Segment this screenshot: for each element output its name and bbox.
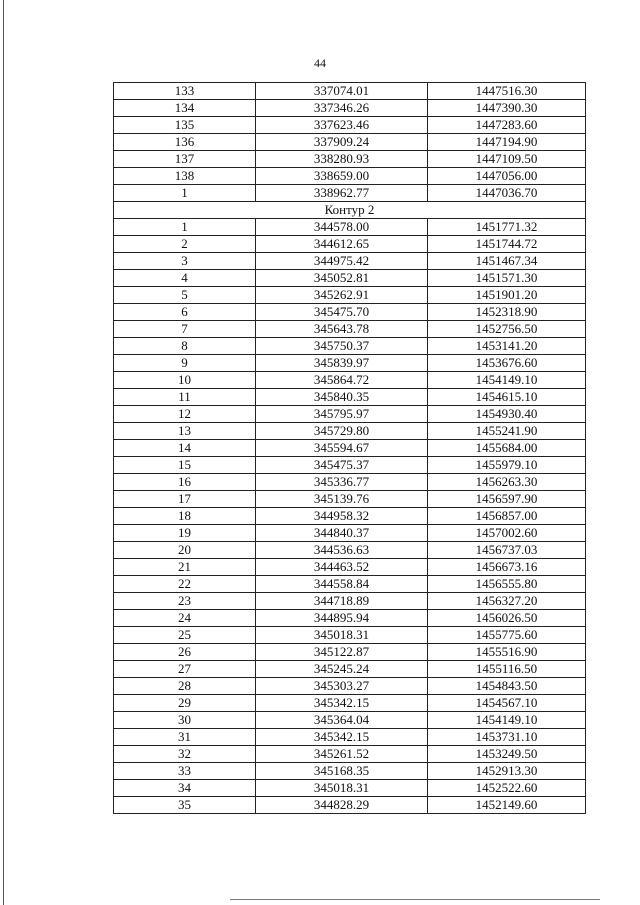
table-row — [114, 168, 586, 185]
point-number-cell: 3 — [114, 253, 256, 270]
x-coordinate-cell: 345336.77 — [256, 474, 428, 491]
point-number-cell: 133 — [114, 83, 256, 100]
y-coordinate-cell: 1452522.60 — [428, 780, 586, 797]
x-coordinate-cell: 337623.46 — [256, 117, 428, 134]
y-coordinate-cell: 1447390.30 — [428, 100, 586, 117]
y-coordinate-cell: 1447056.00 — [428, 168, 586, 185]
page-bottom-edge — [230, 899, 600, 900]
table-row — [114, 83, 586, 100]
y-coordinate-cell: 1454615.10 — [428, 389, 586, 406]
point-number-cell: 5 — [114, 287, 256, 304]
y-coordinate-cell: 1456327.20 — [428, 593, 586, 610]
x-coordinate-cell: 344612.65 — [256, 236, 428, 253]
point-number-cell: 138 — [114, 168, 256, 185]
y-coordinate-cell: 1455241.90 — [428, 423, 586, 440]
y-coordinate-cell: 1452149.60 — [428, 797, 586, 814]
x-coordinate-cell: 345839.97 — [256, 355, 428, 372]
table-row — [114, 372, 586, 389]
x-coordinate-cell: 345750.37 — [256, 338, 428, 355]
table-row — [114, 185, 586, 202]
point-number-cell: 10 — [114, 372, 256, 389]
x-coordinate-cell: 345475.37 — [256, 457, 428, 474]
point-number-cell: 16 — [114, 474, 256, 491]
x-coordinate-cell: 345245.24 — [256, 661, 428, 678]
table-row — [114, 508, 586, 525]
table-row — [114, 695, 586, 712]
point-number-cell: 28 — [114, 678, 256, 695]
y-coordinate-cell: 1454843.50 — [428, 678, 586, 695]
x-coordinate-cell: 338659.00 — [256, 168, 428, 185]
y-coordinate-cell: 1452913.30 — [428, 763, 586, 780]
page-number: 44 — [314, 56, 326, 70]
table-row — [114, 406, 586, 423]
y-coordinate-cell: 1456555.80 — [428, 576, 586, 593]
point-number-cell: 18 — [114, 508, 256, 525]
coordinates-table — [113, 82, 586, 814]
y-coordinate-cell: 1451901.20 — [428, 287, 586, 304]
x-coordinate-cell: 345262.91 — [256, 287, 428, 304]
table-row — [114, 338, 586, 355]
x-coordinate-cell: 344828.29 — [256, 797, 428, 814]
y-coordinate-cell: 1456673.16 — [428, 559, 586, 576]
x-coordinate-cell: 345840.35 — [256, 389, 428, 406]
x-coordinate-cell: 338962.77 — [256, 185, 428, 202]
y-coordinate-cell: 1447516.30 — [428, 83, 586, 100]
y-coordinate-cell: 1456263.30 — [428, 474, 586, 491]
y-coordinate-cell: 1451744.72 — [428, 236, 586, 253]
point-number-cell: 15 — [114, 457, 256, 474]
table-row — [114, 355, 586, 372]
x-coordinate-cell: 337909.24 — [256, 134, 428, 151]
y-coordinate-cell: 1454930.40 — [428, 406, 586, 423]
y-coordinate-cell: 1456597.90 — [428, 491, 586, 508]
y-coordinate-cell: 1453141.20 — [428, 338, 586, 355]
table-row — [114, 117, 586, 134]
point-number-cell: 24 — [114, 610, 256, 627]
point-number-cell: 31 — [114, 729, 256, 746]
y-coordinate-cell: 1447283.60 — [428, 117, 586, 134]
contour-header-row — [114, 202, 586, 219]
table-row — [114, 304, 586, 321]
x-coordinate-cell: 344718.89 — [256, 593, 428, 610]
table-row — [114, 287, 586, 304]
x-coordinate-cell: 344895.94 — [256, 610, 428, 627]
x-coordinate-cell: 344578.00 — [256, 219, 428, 236]
point-number-cell: 12 — [114, 406, 256, 423]
y-coordinate-cell: 1455116.50 — [428, 661, 586, 678]
y-coordinate-cell: 1455775.60 — [428, 627, 586, 644]
x-coordinate-cell: 345364.04 — [256, 712, 428, 729]
table-row — [114, 542, 586, 559]
x-coordinate-cell: 344558.84 — [256, 576, 428, 593]
point-number-cell: 2 — [114, 236, 256, 253]
point-number-cell: 30 — [114, 712, 256, 729]
y-coordinate-cell: 1453731.10 — [428, 729, 586, 746]
point-number-cell: 20 — [114, 542, 256, 559]
point-number-cell: 1 — [114, 185, 256, 202]
y-coordinate-cell: 1452756.50 — [428, 321, 586, 338]
table-row — [114, 525, 586, 542]
table-row — [114, 576, 586, 593]
x-coordinate-cell: 345261.52 — [256, 746, 428, 763]
point-number-cell: 34 — [114, 780, 256, 797]
x-coordinate-cell: 344840.37 — [256, 525, 428, 542]
x-coordinate-cell: 345168.35 — [256, 763, 428, 780]
point-number-cell: 27 — [114, 661, 256, 678]
y-coordinate-cell: 1454149.10 — [428, 372, 586, 389]
table-row — [114, 627, 586, 644]
x-coordinate-cell: 345864.72 — [256, 372, 428, 389]
contour-title: Контур 2 — [114, 202, 586, 219]
point-number-cell: 21 — [114, 559, 256, 576]
y-coordinate-cell: 1447109.50 — [428, 151, 586, 168]
x-coordinate-cell: 344463.52 — [256, 559, 428, 576]
table-row — [114, 729, 586, 746]
point-number-cell: 8 — [114, 338, 256, 355]
table-row — [114, 423, 586, 440]
x-coordinate-cell: 345342.15 — [256, 729, 428, 746]
point-number-cell: 26 — [114, 644, 256, 661]
y-coordinate-cell: 1454567.10 — [428, 695, 586, 712]
table-row — [114, 321, 586, 338]
x-coordinate-cell: 345122.87 — [256, 644, 428, 661]
x-coordinate-cell: 345018.31 — [256, 780, 428, 797]
table-row — [114, 491, 586, 508]
table-row — [114, 457, 586, 474]
y-coordinate-cell: 1447194.90 — [428, 134, 586, 151]
point-number-cell: 1 — [114, 219, 256, 236]
x-coordinate-cell: 345018.31 — [256, 627, 428, 644]
point-number-cell: 13 — [114, 423, 256, 440]
x-coordinate-cell: 344536.63 — [256, 542, 428, 559]
y-coordinate-cell: 1447036.70 — [428, 185, 586, 202]
x-coordinate-cell: 345475.70 — [256, 304, 428, 321]
table-row — [114, 661, 586, 678]
table-row — [114, 763, 586, 780]
coordinates-table-body — [114, 83, 586, 814]
table-row — [114, 389, 586, 406]
point-number-cell: 17 — [114, 491, 256, 508]
y-coordinate-cell: 1453249.50 — [428, 746, 586, 763]
point-number-cell: 6 — [114, 304, 256, 321]
table-row — [114, 797, 586, 814]
table-row — [114, 593, 586, 610]
point-number-cell: 19 — [114, 525, 256, 542]
x-coordinate-cell: 345729.80 — [256, 423, 428, 440]
x-coordinate-cell: 345643.78 — [256, 321, 428, 338]
x-coordinate-cell: 345303.27 — [256, 678, 428, 695]
table-row — [114, 100, 586, 117]
table-row — [114, 236, 586, 253]
y-coordinate-cell: 1456026.50 — [428, 610, 586, 627]
y-coordinate-cell: 1455516.90 — [428, 644, 586, 661]
point-number-cell: 35 — [114, 797, 256, 814]
table-row — [114, 712, 586, 729]
y-coordinate-cell: 1455684.00 — [428, 440, 586, 457]
y-coordinate-cell: 1456737.03 — [428, 542, 586, 559]
table-row — [114, 151, 586, 168]
x-coordinate-cell: 345594.67 — [256, 440, 428, 457]
table-row — [114, 270, 586, 287]
table-row — [114, 780, 586, 797]
y-coordinate-cell: 1454149.10 — [428, 712, 586, 729]
table-row — [114, 219, 586, 236]
point-number-cell: 137 — [114, 151, 256, 168]
point-number-cell: 134 — [114, 100, 256, 117]
point-number-cell: 32 — [114, 746, 256, 763]
x-coordinate-cell: 344975.42 — [256, 253, 428, 270]
y-coordinate-cell: 1451771.32 — [428, 219, 586, 236]
y-coordinate-cell: 1451467.34 — [428, 253, 586, 270]
y-coordinate-cell: 1451571.30 — [428, 270, 586, 287]
x-coordinate-cell: 345795.97 — [256, 406, 428, 423]
table-row — [114, 746, 586, 763]
table-row — [114, 253, 586, 270]
point-number-cell: 29 — [114, 695, 256, 712]
y-coordinate-cell: 1456857.00 — [428, 508, 586, 525]
table-row — [114, 559, 586, 576]
point-number-cell: 9 — [114, 355, 256, 372]
table-row — [114, 610, 586, 627]
point-number-cell: 25 — [114, 627, 256, 644]
x-coordinate-cell: 345342.15 — [256, 695, 428, 712]
x-coordinate-cell: 345139.76 — [256, 491, 428, 508]
point-number-cell: 33 — [114, 763, 256, 780]
y-coordinate-cell: 1457002.60 — [428, 525, 586, 542]
point-number-cell: 22 — [114, 576, 256, 593]
x-coordinate-cell: 345052.81 — [256, 270, 428, 287]
point-number-cell: 11 — [114, 389, 256, 406]
table-row — [114, 134, 586, 151]
y-coordinate-cell: 1453676.60 — [428, 355, 586, 372]
point-number-cell: 4 — [114, 270, 256, 287]
point-number-cell: 136 — [114, 134, 256, 151]
x-coordinate-cell: 337074.01 — [256, 83, 428, 100]
page-left-edge — [3, 0, 4, 905]
x-coordinate-cell: 337346.26 — [256, 100, 428, 117]
table-row — [114, 644, 586, 661]
x-coordinate-cell: 344958.32 — [256, 508, 428, 525]
table-row — [114, 440, 586, 457]
y-coordinate-cell: 1455979.10 — [428, 457, 586, 474]
point-number-cell: 135 — [114, 117, 256, 134]
y-coordinate-cell: 1452318.90 — [428, 304, 586, 321]
point-number-cell: 23 — [114, 593, 256, 610]
table-row — [114, 678, 586, 695]
point-number-cell: 7 — [114, 321, 256, 338]
point-number-cell: 14 — [114, 440, 256, 457]
x-coordinate-cell: 338280.93 — [256, 151, 428, 168]
table-row — [114, 474, 586, 491]
